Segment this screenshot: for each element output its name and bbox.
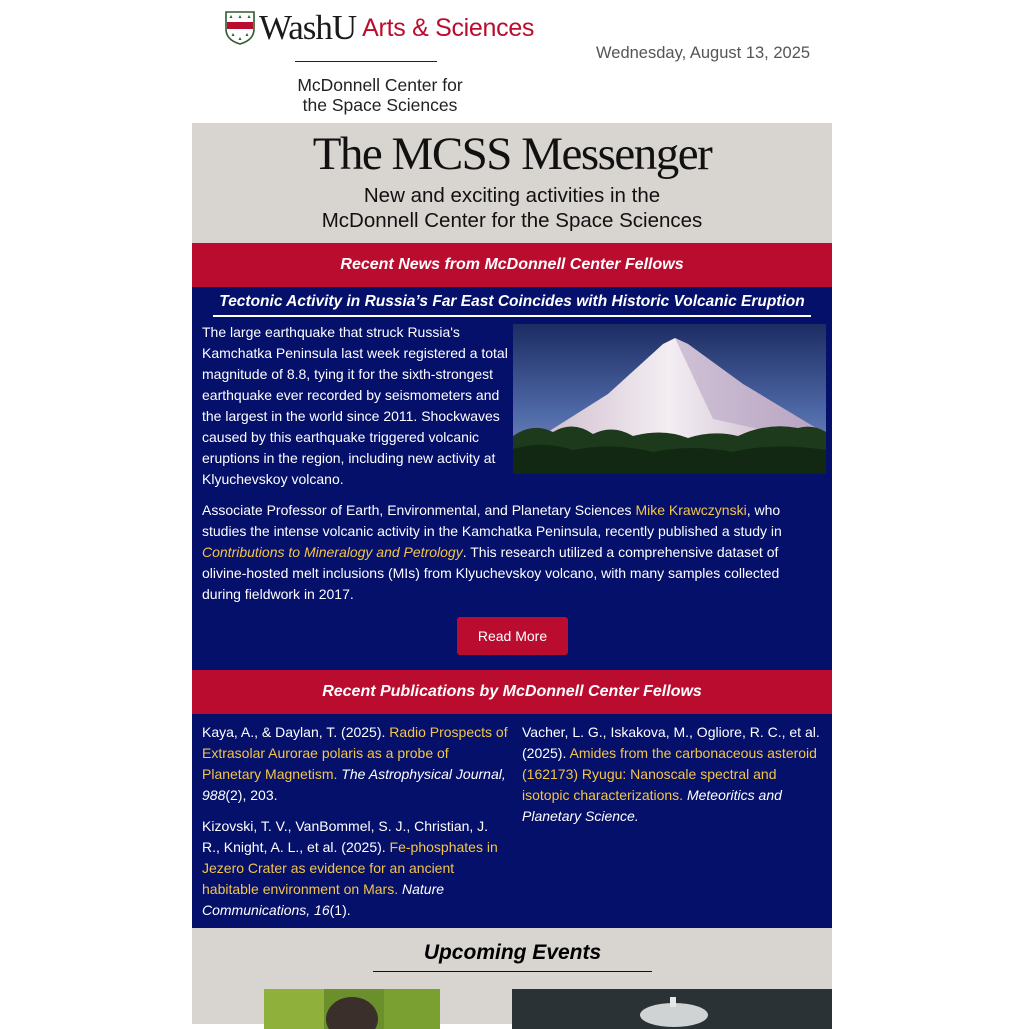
- pub-journal: Nature Communications, 16: [202, 881, 445, 918]
- masthead: [192, 123, 832, 243]
- event-speaker-photo[interactable]: [264, 989, 440, 1029]
- para2-text-c: . This research utilized a comprehensive dataset of olivine-hosted melt inclusions (MIs) from Klyuchevskoy volcano, with many samples collected during fieldwork in 2017.: [202, 544, 780, 602]
- center-name-line1: McDonnell Center for: [297, 75, 463, 95]
- publication-item: [202, 722, 508, 806]
- newsletter: [192, 0, 832, 1024]
- pub-authors: Kaya, A., & Daylan, T. (2025).: [202, 724, 390, 740]
- pub-authors: Vacher, L. G., Iskakova, M., Ogliore, R. C., et al. (2025).: [522, 724, 820, 761]
- events-section: [192, 928, 832, 1024]
- publication-item: [522, 722, 826, 827]
- pub-issue: (2), 203.: [225, 787, 278, 803]
- pub-issue: (1).: [329, 902, 351, 918]
- subtitle-line1: New and exciting activities in the: [363, 184, 661, 207]
- pub-journal: The Astrophysical Journal, 988: [202, 766, 506, 803]
- subtitle-line2: McDonnell Center for the Space Sciences: [321, 209, 703, 232]
- header: [192, 0, 832, 123]
- para2-text-b: , who studies the intense volcanic activity in the Kamchatka Peninsula, recently published a study in: [202, 502, 782, 539]
- center-name: [284, 75, 476, 115]
- news-section: [192, 287, 832, 670]
- news-paragraph-1: The large earthquake that struck Russia's Kamchatka Peninsula last week registered a total magnitude of 8.8, tying it for the sixth-strongest earthquake ever recorded by seismometers and the largest in the world since 2011. Shockwaves caused by this earthquake triggered volcanic eruptions in the region, including new activity at Klyuchevskoy volcano.: [202, 324, 508, 487]
- newsletter-subtitle: [192, 183, 832, 233]
- publication-item: [202, 816, 508, 921]
- pub-title-link[interactable]: Fe-phosphates in Jezero Crater as evidence for an ancient habitable environment on Mars.: [202, 839, 498, 897]
- publications-section-header: Recent Publications by McDonnell Center Fellows: [192, 670, 832, 714]
- read-more-button[interactable]: Read More: [457, 617, 568, 655]
- washu-logo[interactable]: [225, 10, 534, 46]
- journal-link[interactable]: Contributions to Mineralogy and Petrology: [202, 544, 463, 560]
- arts-sciences-wordmark: Arts & Sciences: [362, 13, 535, 42]
- pub-title-link[interactable]: Amides from the carbonaceous asteroid (162173) Ryugu: Nanoscale spectral and isotopic characterizations.: [522, 745, 817, 803]
- publications-section: [192, 714, 832, 928]
- volcano-image[interactable]: [513, 324, 826, 474]
- event-telescope-photo[interactable]: [512, 989, 832, 1029]
- events-title: Upcoming Events: [373, 941, 652, 972]
- news-headline[interactable]: Tectonic Activity in Russia’s Far East Coincides with Historic Volcanic Eruption: [213, 293, 811, 317]
- center-name-line2: the Space Sciences: [302, 95, 458, 115]
- author-link[interactable]: Mike Krawczynski: [635, 502, 747, 518]
- logo-divider: [295, 61, 437, 62]
- washu-wordmark: WashU: [259, 8, 357, 47]
- pub-title-link[interactable]: Radio Prospects of Extrasolar Aurorae polaris as a probe of Planetary Magnetism.: [202, 724, 508, 782]
- para2-text-a: Associate Professor of Earth, Environmental, and Planetary Sciences: [202, 502, 636, 518]
- pub-authors: Kizovski, T. V., VanBommel, S. J., Christian, J. R., Knight, A. L., et al. (2025).: [202, 818, 489, 855]
- news-section-header: Recent News from McDonnell Center Fellows: [192, 243, 832, 287]
- newsletter-title: The MCSS Messenger: [312, 128, 712, 180]
- issue-date: Wednesday, August 13, 2025: [596, 44, 811, 62]
- news-paragraph-2: [202, 500, 802, 605]
- shield-icon: [225, 11, 255, 45]
- pub-journal: Meteoritics and Planetary Science.: [522, 787, 782, 824]
